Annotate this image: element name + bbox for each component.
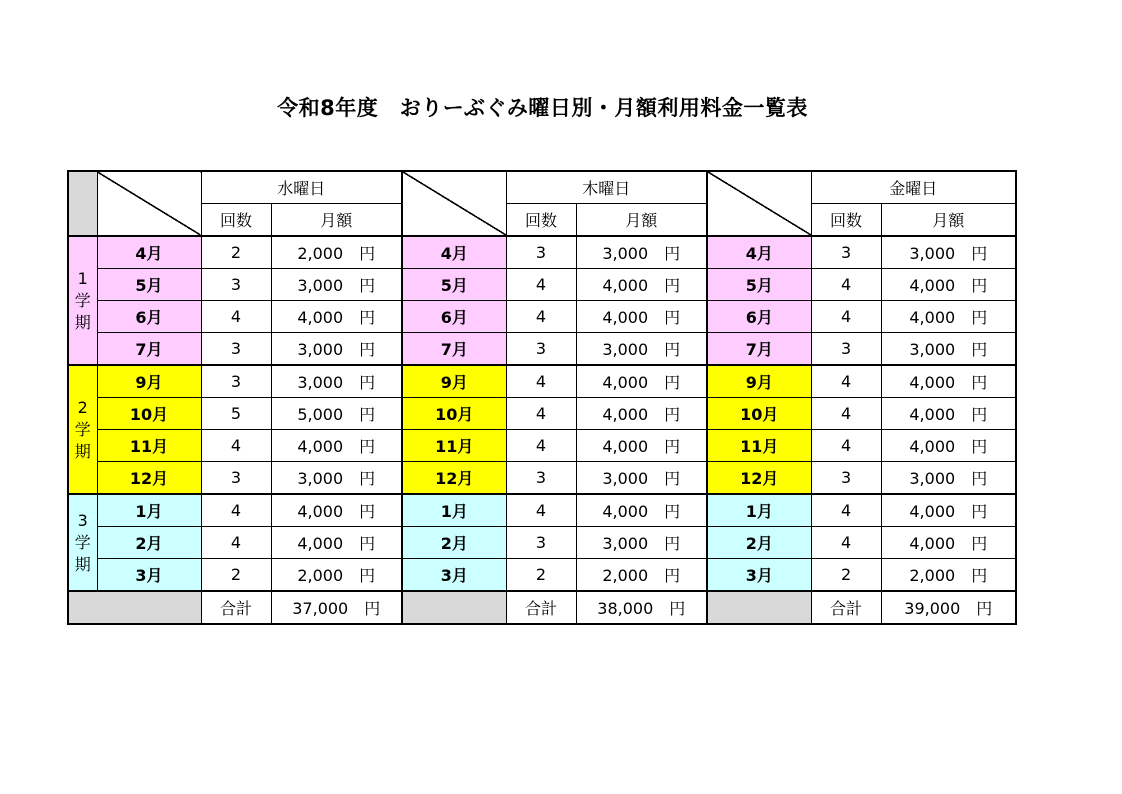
count-cell: 4 bbox=[811, 365, 881, 398]
yen-unit: 円 bbox=[664, 502, 681, 521]
term-char: 2 bbox=[77, 397, 88, 417]
count-cell: 3 bbox=[201, 269, 271, 301]
amount-value: 4,000 bbox=[909, 502, 956, 521]
diagonal-header-cell bbox=[707, 171, 811, 236]
amount-value: 3,000 bbox=[909, 340, 956, 359]
yen-unit: 円 bbox=[664, 276, 681, 295]
term-char: 学 bbox=[74, 419, 91, 439]
yen-unit: 円 bbox=[971, 340, 988, 359]
count-cell: 4 bbox=[506, 301, 576, 333]
amount-value: 3,000 bbox=[909, 469, 956, 488]
term-label bbox=[68, 494, 97, 591]
amount-value: 3,000 bbox=[297, 276, 344, 295]
month-cell: 2月 bbox=[707, 527, 811, 559]
yen-unit: 円 bbox=[664, 244, 681, 263]
count-cell: 3 bbox=[201, 365, 271, 398]
count-cell: 4 bbox=[506, 269, 576, 301]
amount-cell bbox=[576, 494, 707, 527]
month-cell: 11月 bbox=[707, 430, 811, 462]
count-cell: 4 bbox=[506, 430, 576, 462]
month-cell: 12月 bbox=[402, 462, 506, 495]
amount-header: 月額 bbox=[881, 204, 1016, 237]
month-cell: 6月 bbox=[97, 301, 201, 333]
table-row bbox=[68, 462, 1016, 495]
amount-value: 4,000 bbox=[602, 437, 649, 456]
amount-value: 4,000 bbox=[602, 405, 649, 424]
amount-cell bbox=[271, 494, 402, 527]
month-cell: 1月 bbox=[707, 494, 811, 527]
yen-unit: 円 bbox=[359, 566, 376, 585]
month-cell: 9月 bbox=[402, 365, 506, 398]
month-cell: 11月 bbox=[97, 430, 201, 462]
yen-unit: 円 bbox=[971, 566, 988, 585]
count-header: 回数 bbox=[201, 204, 271, 237]
amount-value: 4,000 bbox=[909, 373, 956, 392]
fee-table bbox=[67, 170, 1017, 625]
count-cell: 3 bbox=[506, 333, 576, 366]
count-cell: 3 bbox=[506, 462, 576, 495]
yen-unit: 円 bbox=[664, 308, 681, 327]
amount-value: 4,000 bbox=[602, 276, 649, 295]
amount-cell bbox=[576, 527, 707, 559]
amount-value: 3,000 bbox=[909, 244, 956, 263]
count-cell: 3 bbox=[201, 333, 271, 366]
count-cell: 3 bbox=[506, 527, 576, 559]
amount-cell bbox=[576, 462, 707, 495]
total-blank-cell bbox=[68, 591, 201, 624]
count-cell: 4 bbox=[811, 301, 881, 333]
yen-unit: 円 bbox=[971, 534, 988, 553]
total-label: 合計 bbox=[811, 591, 881, 624]
count-cell: 2 bbox=[201, 559, 271, 592]
yen-unit: 円 bbox=[664, 373, 681, 392]
month-cell: 5月 bbox=[707, 269, 811, 301]
amount-value: 3,000 bbox=[602, 244, 649, 263]
amount-cell bbox=[881, 333, 1016, 366]
month-cell: 1月 bbox=[402, 494, 506, 527]
count-cell: 3 bbox=[506, 236, 576, 269]
month-cell: 9月 bbox=[97, 365, 201, 398]
count-cell: 4 bbox=[811, 494, 881, 527]
yen-unit: 円 bbox=[971, 469, 988, 488]
total-blank-cell bbox=[707, 591, 811, 624]
total-amount-value: 38,000 bbox=[597, 599, 654, 618]
amount-cell bbox=[881, 462, 1016, 495]
amount-cell bbox=[576, 365, 707, 398]
yen-unit: 円 bbox=[971, 373, 988, 392]
total-label: 合計 bbox=[201, 591, 271, 624]
amount-cell bbox=[576, 301, 707, 333]
table-row bbox=[68, 559, 1016, 592]
yen-unit: 円 bbox=[359, 469, 376, 488]
amount-cell bbox=[271, 559, 402, 592]
amount-cell bbox=[881, 236, 1016, 269]
month-cell: 5月 bbox=[97, 269, 201, 301]
amount-cell bbox=[576, 430, 707, 462]
month-cell: 10月 bbox=[402, 398, 506, 430]
yen-unit: 円 bbox=[359, 276, 376, 295]
amount-value: 4,000 bbox=[602, 373, 649, 392]
count-cell: 3 bbox=[811, 462, 881, 495]
yen-unit: 円 bbox=[971, 405, 988, 424]
corner-cell bbox=[68, 171, 97, 236]
yen-unit: 円 bbox=[664, 534, 681, 553]
count-cell: 2 bbox=[201, 236, 271, 269]
count-cell: 4 bbox=[506, 398, 576, 430]
term-char: 学 bbox=[74, 290, 91, 310]
yen-unit: 円 bbox=[359, 340, 376, 359]
count-cell: 4 bbox=[506, 365, 576, 398]
yen-unit: 円 bbox=[359, 437, 376, 456]
yen-unit: 円 bbox=[971, 244, 988, 263]
amount-cell bbox=[576, 333, 707, 366]
amount-cell bbox=[576, 236, 707, 269]
diagonal-header-cell bbox=[402, 171, 506, 236]
amount-cell bbox=[271, 333, 402, 366]
amount-cell bbox=[881, 494, 1016, 527]
table-row bbox=[68, 527, 1016, 559]
count-cell: 4 bbox=[201, 527, 271, 559]
amount-value: 3,000 bbox=[602, 469, 649, 488]
amount-cell bbox=[271, 462, 402, 495]
amount-cell bbox=[881, 301, 1016, 333]
count-cell: 5 bbox=[201, 398, 271, 430]
amount-value: 3,000 bbox=[602, 340, 649, 359]
amount-value: 3,000 bbox=[602, 534, 649, 553]
total-amount-cell bbox=[881, 591, 1016, 624]
term-char: 3 bbox=[77, 510, 88, 530]
amount-cell bbox=[271, 430, 402, 462]
diagonal-header-cell bbox=[97, 171, 201, 236]
yen-unit: 円 bbox=[364, 599, 381, 618]
month-cell: 7月 bbox=[402, 333, 506, 366]
amount-cell bbox=[271, 398, 402, 430]
amount-cell bbox=[576, 398, 707, 430]
amount-value: 4,000 bbox=[297, 502, 344, 521]
amount-value: 4,000 bbox=[297, 437, 344, 456]
term-char: 学 bbox=[74, 532, 91, 552]
yen-unit: 円 bbox=[971, 437, 988, 456]
yen-unit: 円 bbox=[976, 599, 993, 618]
header-row-days bbox=[68, 171, 1016, 204]
month-cell: 5月 bbox=[402, 269, 506, 301]
amount-cell bbox=[271, 365, 402, 398]
yen-unit: 円 bbox=[359, 373, 376, 392]
month-cell: 6月 bbox=[707, 301, 811, 333]
yen-unit: 円 bbox=[664, 437, 681, 456]
amount-cell bbox=[881, 269, 1016, 301]
month-cell: 1月 bbox=[97, 494, 201, 527]
yen-unit: 円 bbox=[971, 308, 988, 327]
count-cell: 2 bbox=[506, 559, 576, 592]
count-cell: 3 bbox=[811, 236, 881, 269]
count-cell: 3 bbox=[811, 333, 881, 366]
month-cell: 3月 bbox=[97, 559, 201, 592]
month-cell: 10月 bbox=[707, 398, 811, 430]
amount-value: 5,000 bbox=[297, 405, 344, 424]
yen-unit: 円 bbox=[359, 405, 376, 424]
day-header-thu: 木曜日 bbox=[506, 171, 707, 204]
table-row bbox=[68, 494, 1016, 527]
month-cell: 9月 bbox=[707, 365, 811, 398]
total-label: 合計 bbox=[506, 591, 576, 624]
month-cell: 7月 bbox=[97, 333, 201, 366]
count-cell: 2 bbox=[811, 559, 881, 592]
amount-value: 4,000 bbox=[297, 308, 344, 327]
month-cell: 2月 bbox=[402, 527, 506, 559]
month-cell: 10月 bbox=[97, 398, 201, 430]
day-header-fri: 金曜日 bbox=[811, 171, 1016, 204]
month-cell: 12月 bbox=[97, 462, 201, 495]
amount-header: 月額 bbox=[576, 204, 707, 237]
count-cell: 4 bbox=[811, 398, 881, 430]
amount-value: 4,000 bbox=[909, 437, 956, 456]
total-amount-cell bbox=[271, 591, 402, 624]
month-cell: 7月 bbox=[707, 333, 811, 366]
count-cell: 4 bbox=[506, 494, 576, 527]
term-char: 期 bbox=[74, 312, 91, 332]
amount-value: 2,000 bbox=[297, 566, 344, 585]
yen-unit: 円 bbox=[669, 599, 686, 618]
month-cell: 4月 bbox=[402, 236, 506, 269]
amount-value: 3,000 bbox=[297, 340, 344, 359]
amount-cell bbox=[881, 559, 1016, 592]
count-cell: 3 bbox=[201, 462, 271, 495]
yen-unit: 円 bbox=[664, 340, 681, 359]
table-row bbox=[68, 365, 1016, 398]
month-cell: 4月 bbox=[97, 236, 201, 269]
amount-value: 4,000 bbox=[297, 534, 344, 553]
month-cell: 3月 bbox=[402, 559, 506, 592]
amount-cell bbox=[271, 269, 402, 301]
yen-unit: 円 bbox=[359, 308, 376, 327]
table-row bbox=[68, 398, 1016, 430]
term-label bbox=[68, 236, 97, 365]
total-row bbox=[68, 591, 1016, 624]
amount-cell bbox=[881, 365, 1016, 398]
table-row bbox=[68, 269, 1016, 301]
month-cell: 3月 bbox=[707, 559, 811, 592]
table-row bbox=[68, 333, 1016, 366]
month-cell: 12月 bbox=[707, 462, 811, 495]
amount-value: 3,000 bbox=[297, 373, 344, 392]
month-cell: 11月 bbox=[402, 430, 506, 462]
amount-value: 3,000 bbox=[297, 469, 344, 488]
amount-value: 4,000 bbox=[909, 276, 956, 295]
yen-unit: 円 bbox=[664, 405, 681, 424]
amount-header: 月額 bbox=[271, 204, 402, 237]
table-row bbox=[68, 430, 1016, 462]
yen-unit: 円 bbox=[359, 502, 376, 521]
count-cell: 4 bbox=[201, 430, 271, 462]
table-row bbox=[68, 236, 1016, 269]
amount-cell bbox=[576, 269, 707, 301]
page-title: 令和8年度 おりーぶぐみ曜日別・月額利用料金一覧表 bbox=[277, 96, 808, 120]
count-header: 回数 bbox=[506, 204, 576, 237]
header-row-labels bbox=[68, 204, 1016, 237]
month-cell: 2月 bbox=[97, 527, 201, 559]
amount-cell bbox=[576, 559, 707, 592]
yen-unit: 円 bbox=[359, 244, 376, 263]
amount-value: 4,000 bbox=[909, 308, 956, 327]
amount-cell bbox=[881, 430, 1016, 462]
total-amount-value: 37,000 bbox=[292, 599, 349, 618]
amount-value: 4,000 bbox=[602, 308, 649, 327]
amount-cell bbox=[271, 301, 402, 333]
count-cell: 4 bbox=[201, 494, 271, 527]
count-cell: 4 bbox=[811, 269, 881, 301]
total-amount-cell bbox=[576, 591, 707, 624]
yen-unit: 円 bbox=[359, 534, 376, 553]
term-label bbox=[68, 365, 97, 494]
term-char: 1 bbox=[77, 268, 88, 288]
count-header: 回数 bbox=[811, 204, 881, 237]
count-cell: 4 bbox=[811, 527, 881, 559]
amount-cell bbox=[881, 527, 1016, 559]
yen-unit: 円 bbox=[664, 566, 681, 585]
amount-cell bbox=[271, 527, 402, 559]
amount-value: 2,000 bbox=[909, 566, 956, 585]
amount-value: 2,000 bbox=[297, 244, 344, 263]
amount-value: 2,000 bbox=[602, 566, 649, 585]
amount-value: 4,000 bbox=[909, 405, 956, 424]
term-char: 期 bbox=[74, 441, 91, 461]
yen-unit: 円 bbox=[664, 469, 681, 488]
month-cell: 6月 bbox=[402, 301, 506, 333]
total-blank-cell bbox=[402, 591, 506, 624]
total-amount-value: 39,000 bbox=[904, 599, 961, 618]
yen-unit: 円 bbox=[971, 276, 988, 295]
table-row bbox=[68, 301, 1016, 333]
day-header-wed: 水曜日 bbox=[201, 171, 402, 204]
yen-unit: 円 bbox=[971, 502, 988, 521]
count-cell: 4 bbox=[811, 430, 881, 462]
amount-value: 4,000 bbox=[909, 534, 956, 553]
amount-value: 4,000 bbox=[602, 502, 649, 521]
month-cell: 4月 bbox=[707, 236, 811, 269]
term-char: 期 bbox=[74, 554, 91, 574]
count-cell: 4 bbox=[201, 301, 271, 333]
amount-cell bbox=[881, 398, 1016, 430]
amount-cell bbox=[271, 236, 402, 269]
